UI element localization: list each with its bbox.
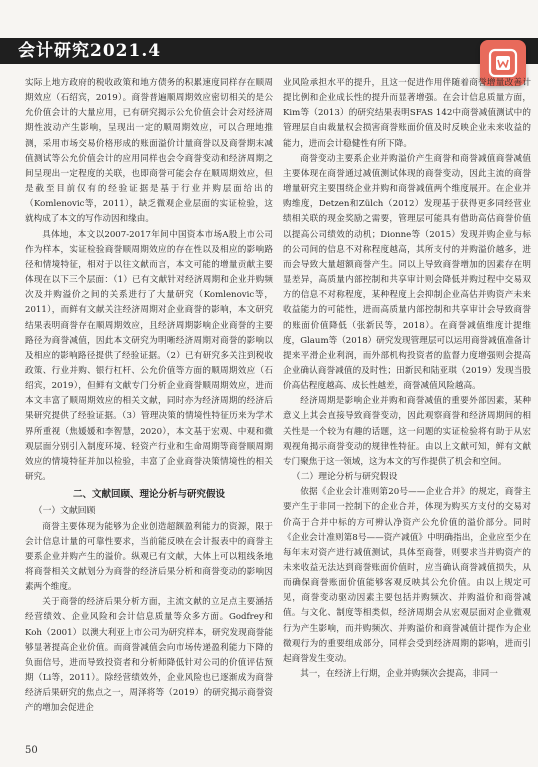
paragraph: 商誉主要体现为能够为企业创造超额盈利能力的资源，限于会计信息计量的可靠性要求，当前能反映在会计报表中的商誉主要系企业并购产生的溢价。纵观已有文献，大体上可以粗线条地将商誉相关文献划分为商誉的经济后果分析和商誉变动的影响因素两个维度。 (25, 521, 273, 593)
paragraph: 关于商誉的经济后果分析方面，主流文献的立足点主要涵括经营绩效、企业风险和会计信息质量等众多方面。Godfrey和Koh（2001）以澳大利亚上市公司为研究样本，研究发现商誉能够显著提高企业价值。而商誉减值会向市场传递盈利能力下降的负面信号，进而导致投资者和分析师降低针对公司的价值评估预期（Li等，2011）。除经营绩效外，企业风险也已逐渐成为商誉经济后果研究的焦点之一，周泽将等（2019）的研究揭示商誉资产的增加会促进企 (25, 597, 273, 714)
paragraph: 商誉变动主要系企业并购溢价产生商誉和商誉减值商誉减值主要体现在商誉通过减值测试体现的商誉变动，因此主流的商誉增量研究主要围绕企业并购和商誉减值两个维度展开。在企业并购维度，Detzen和Zülch（2012）发现基于获得更多同经营业绩相关联的现金奖励之需要，管理层可能具有借助高估商誉价值以提高公司绩效的动机；Dionne等（2015）发现并购企业与标的公司间的信息不对称程度越高，其所支付的并购溢价越多，进而会导致大量超额商誉产生。同以上导致商誉增加的因素存在明显差异，高质量内部控制和共享审计则会降低并购过程中交易双方的信息不对称程度，某种程度上会抑制企业高估并购资产未来收益能力的可能性，进而高质量内部控制和共享审计会导致商誉的账面价值降低（张新民等，2018）。在商誉减值维度计提维度，Glaum等（2018）研究发现管理层可以运用商誉减值准备计提来平滑企业利润，而外部机构投资者的监督力度增强则会提高企业确认商誉减值的及时性；田新民和陆亚琪（2019）发现当股价高估程度越高、成长性越差，商誉减值风险越高。 (283, 153, 531, 392)
right-column (283, 76, 531, 682)
paragraph: 其一，在经济上行期，企业并购频次会提高，非同一 (300, 669, 498, 680)
paragraph: 具体地，本文以2007-2017年间中国资本市场A股上市公司作为样本，实证检验商誉顺周期效应的存在性以及相应的影响路径和情境特征，相对于以往文献而言，本文可能的增量贡献主要体现在以下三个层面：（1）已有文献针对经济周期和企业并购频次及并购溢价之间的关系进行了大量研究（Komlenovic等，2011），而鲜有文献关注经济周期对企业商誉的影响，本文研究结果表明商誉存在顺周期效应，且经济周期影响企业商誉的主要路径为商誉减值，因此本文研究为明晰经济周期对商誉的影响以及相应的影响路径提供了经验证据。（2）已有研究多关注到税收政策、行业并购、银行杠杆、公允价值等方面的顺周期效应（石绍宾，2019），但鲜有文献专门分析企业商誉顺周期效应，进而本文丰富了顺周期效应的相关文献，同时亦为经济周期的经济后果研究提供了经验证据。（3）管理决策的情境性特征历来为学术界所重视（焦媛媛和李智慧，2020），本文基于宏观、中观和微观层面分别引入制度环境、轻资产行业和生命周期等商誉顺周期效应的情境特征并加以检验，丰富了企业商誉决策情境性的相关研究。 (25, 229, 273, 483)
subsection-heading: （二）理论分析与研究假设 (291, 472, 398, 483)
page-number: 50 (25, 745, 38, 756)
section-heading: 二、文献回顾、理论分析与研究假设 (72, 489, 225, 501)
journal-title: 会计研究2021.4 (18, 41, 162, 61)
paragraph: 依据《企业会计准则第20号——企业合并》的规定，商誉主要产生于非同一控制下的企业合并，体现为购买方支付的交易对价高于合并中标的方可辨认净资产公允价值的溢价部分。同时《企业会计准则第8号——资产减值》中明确指出，企业应至少在每年末对资产进行减值测试，具体至商誉，则要求当并购资产的未来收益无法达到商誉账面价值时，应当确认商誉减值损失，从而确保商誉账面价值能够客观反映其公允价值。由以上规定可见，商誉变动驱动因素主要包括并购频次、并购溢价和商誉减值。与文化、制度等相类似，经济周期会从宏观层面对企业微观行为产生影响，而并购频次、并购溢价和商誉减值计提作为企业微观行为的重要组成部分，同样会受到经济周期的影响，进而引起商誉发生变动。 (283, 487, 531, 664)
paragraph: 业风险承担水平的提升，且这一促进作用伴随着商誉增量改善计提比例和企业成长性的提升而显著增强。在会计信息质量方面，Kim等（2013）的研究结果表明SFAS 142中商誉减值测试中的管理层自由裁量权会损害商誉账面价值及时反映企业未来收益的能力，进而会计稳健性有所下降。 (283, 78, 531, 149)
app-shortcut-icon (487, 47, 519, 79)
subsection-heading: （一）文献回顾 (33, 506, 96, 517)
left-column (25, 76, 273, 717)
paragraph: 经济周期是影响企业并购和商誉减值的重要外部因素，某种意义上其会直接导致商誉变动，因此观察商誉和经济周期间的相关性是一个较为有趣的话题，这一问题的实证检验将有助于从宏观视角揭示商誉变动的规律性特征。由以上文献可知，鲜有文献专门聚焦于这一领域，这为本文的写作提供了机会和空间。 (283, 396, 531, 467)
paragraph: 实际上地方政府的税收政策和地方债务的积累速度同样存在顺周期效应（石绍宾，2019）。商誉普遍顺周期效应密切相关的是公允价值会计的大量应用，已有研究揭示公允价值会计会对经济周期性波动产生影响，呈现出一定的顺周期效应，可以合理地推测，采用市场交易价格形成的账面溢价计量商誉以及商誉期末减值测试等公允价值会计的应用同样也会令商誉变动和经济周期之间呈现出一定程度的关联，也即商誉可能会存在顺周期效应，但是截至目前仅有的经验证据是基于行业并购层面给出的（Komlenovic等，2011），缺乏微观企业层面的实证检验，这就构成了本文的写作动因和缘由。 (25, 78, 273, 225)
page-header (0, 0, 538, 68)
